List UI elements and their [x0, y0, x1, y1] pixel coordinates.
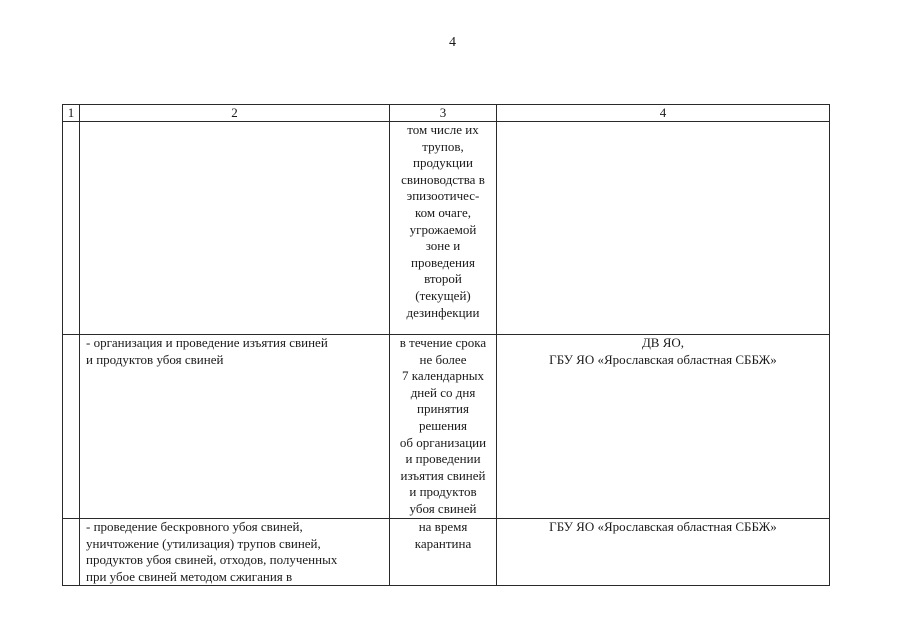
cell-text-line: в течение срока	[399, 335, 487, 350]
cell-text-line: продуктов убоя свиней, отходов, полученных	[86, 552, 338, 568]
measures-table	[62, 104, 830, 586]
cell-text-line: и проведении	[405, 451, 481, 467]
cell-text-line: (текущей)	[415, 287, 471, 303]
cell-text-line: убоя свиней	[409, 500, 477, 516]
table-row	[63, 519, 830, 586]
cell-text-line: ГБУ ЯО «Ярославская областная СББЖ»	[549, 351, 777, 367]
cell-text-line: свиноводства в	[401, 171, 485, 187]
cell-text-line: эпизоотичес-	[406, 188, 480, 204]
header-col-3: 3	[390, 105, 497, 122]
cell-text-line: 7 календарных	[401, 368, 485, 384]
cell-text-line: ком очаге,	[414, 204, 472, 220]
table-cell	[63, 122, 80, 335]
cell-text-line: и продуктов	[409, 484, 477, 500]
table-cell	[80, 122, 390, 335]
cell-text-line: ДВ ЯО,	[641, 335, 685, 350]
table-header-row	[63, 105, 830, 122]
cell-text-line: и продуктов убоя свиней	[86, 351, 224, 367]
cell-text-line: не более	[419, 351, 467, 367]
cell-text-line: ГБУ ЯО «Ярославская областная СББЖ»	[549, 519, 777, 534]
cell-text-line: - проведение бескровного убоя свиней,	[86, 519, 303, 534]
header-col-4: 4	[497, 105, 830, 122]
table-cell	[497, 335, 830, 519]
page-number: 4	[449, 35, 456, 50]
cell-text-line: решения	[419, 417, 467, 433]
cell-text-line: принятия	[417, 401, 469, 417]
cell-text-line: - организация и проведение изъятия свиней	[86, 335, 328, 350]
cell-text-line: дезинфекции	[406, 304, 480, 320]
table-cell	[390, 519, 497, 586]
cell-text-line: зоне и	[425, 238, 461, 254]
cell-text-line: при убое свиней методом сжигания в	[86, 568, 293, 584]
table-cell	[497, 122, 830, 335]
cell-text-line: продукции	[413, 155, 473, 171]
cell-text-line: угрожаемой	[409, 221, 477, 237]
cell-text-line: второй	[424, 271, 462, 287]
cell-text-line: карантина	[414, 535, 472, 551]
cell-text-line: том числе их	[407, 122, 479, 137]
table-cell	[80, 519, 390, 586]
cell-text-line: уничтожение (утилизация) трупов свиней,	[86, 535, 321, 551]
table-cell	[390, 335, 497, 519]
cell-text-line: дней со дня	[410, 384, 476, 400]
cell-text-line: проведения	[411, 254, 475, 270]
cell-text-line: на время	[418, 519, 468, 534]
table-cell	[497, 519, 830, 586]
table-row	[63, 335, 830, 519]
header-col-1: 1	[63, 105, 80, 122]
cell-text-line: об организации	[399, 434, 487, 450]
table-cell	[63, 335, 80, 519]
cell-text-line: трупов,	[422, 138, 464, 154]
cell-text-line: изъятия свиней	[400, 467, 486, 483]
table-cell	[390, 122, 497, 335]
table-cell	[63, 519, 80, 586]
header-col-2: 2	[80, 105, 390, 122]
table-cell	[80, 335, 390, 519]
table-row	[63, 122, 830, 335]
